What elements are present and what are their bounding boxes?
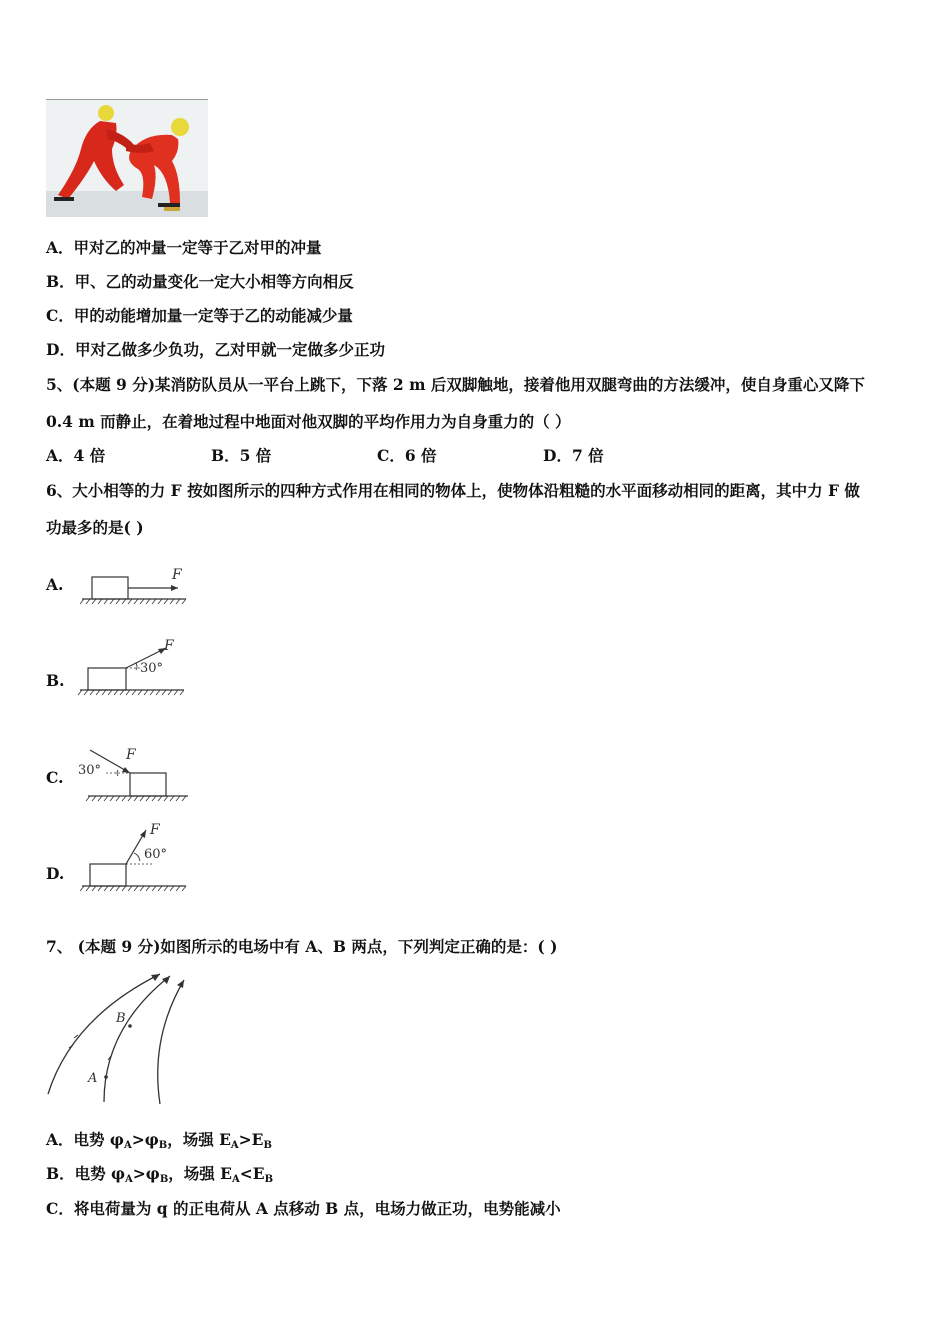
q6-diagram-d <box>78 820 190 896</box>
q4-option-b: B．甲、乙的动量变化一定大小相等方向相反 <box>46 272 354 291</box>
q6-diagram-b-label: B. <box>46 671 65 690</box>
q4-option-a: A．甲对乙的冲量一定等于乙对甲的冲量 <box>46 238 322 257</box>
q7-option-b: B．电势 $\varphi_A>\varphi_B$，场强 $E_A<E_B$ <box>46 1164 274 1185</box>
q6-stem-line1: 6、大小相等的力 F 按如图所示的四种方式作用在相同的物体上，使物体沿粗糙的水平面移动相同的距离，其中力 F 做 <box>46 481 860 500</box>
q6-diagram-c-label: C. <box>46 768 64 787</box>
point-a-label: A <box>88 1071 98 1086</box>
q5-option-a: A．4 倍 <box>46 446 106 465</box>
q6-diagram-c <box>76 744 192 806</box>
q6-diagram-a-label: A. <box>46 575 64 594</box>
q5-stem-line1: 5、(本题 9 分)某消防队员从一平台上跳下，下落 2 m 后双脚触地，接着他用双腿弯曲的方法缓冲，使自身重心又降下 <box>46 375 865 394</box>
q7-option-a: A．电势 $\varphi_A>\varphi_B$，场强 $E_A>E_B$ <box>46 1130 272 1151</box>
q5-option-d: D．7 倍 <box>543 446 604 465</box>
electric-field-diagram <box>42 968 192 1112</box>
q7-option-c: C．将电荷量为 q 的正电荷从 A 点移动 B 点，电场力做正功，电势能减小 <box>46 1199 561 1218</box>
q6-diagram-b-angle: 30° <box>140 661 164 676</box>
q5-option-b: B．5 倍 <box>211 446 272 465</box>
q5-option-c: C．6 倍 <box>377 446 437 465</box>
speed-skaters-photo <box>46 99 208 217</box>
q6-diagram-c-angle: 30° <box>78 763 102 778</box>
point-b-label: B <box>116 1011 126 1026</box>
q6-diagram-a-force: F <box>172 567 182 583</box>
q7-stem: 7、 (本题 9 分)如图所示的电场中有 A、B 两点，下列判定正确的是：( ) <box>46 937 558 956</box>
q4-option-d: D．甲对乙做多少负功，乙对甲就一定做多少正功 <box>46 340 385 359</box>
q6-diagram-d-label: D. <box>46 864 65 883</box>
q6-diagram-d-angle: 60° <box>144 847 168 862</box>
q6-diagram-b <box>76 636 188 704</box>
q5-options <box>46 444 604 466</box>
q6-diagram-b-force: F <box>164 638 174 654</box>
q6-stem-line2: 功最多的是( ) <box>46 518 144 537</box>
q4-option-c: C．甲的动能增加量一定等于乙的动能减少量 <box>46 306 353 325</box>
q6-diagram-c-force: F <box>126 747 136 763</box>
q6-diagram-a <box>78 563 190 611</box>
q5-stem-line2: 0.4 m 而静止，在着地过程中地面对他双脚的平均作用力为自身重力的（ ） <box>46 412 571 431</box>
q6-diagram-d-force: F <box>150 822 160 838</box>
